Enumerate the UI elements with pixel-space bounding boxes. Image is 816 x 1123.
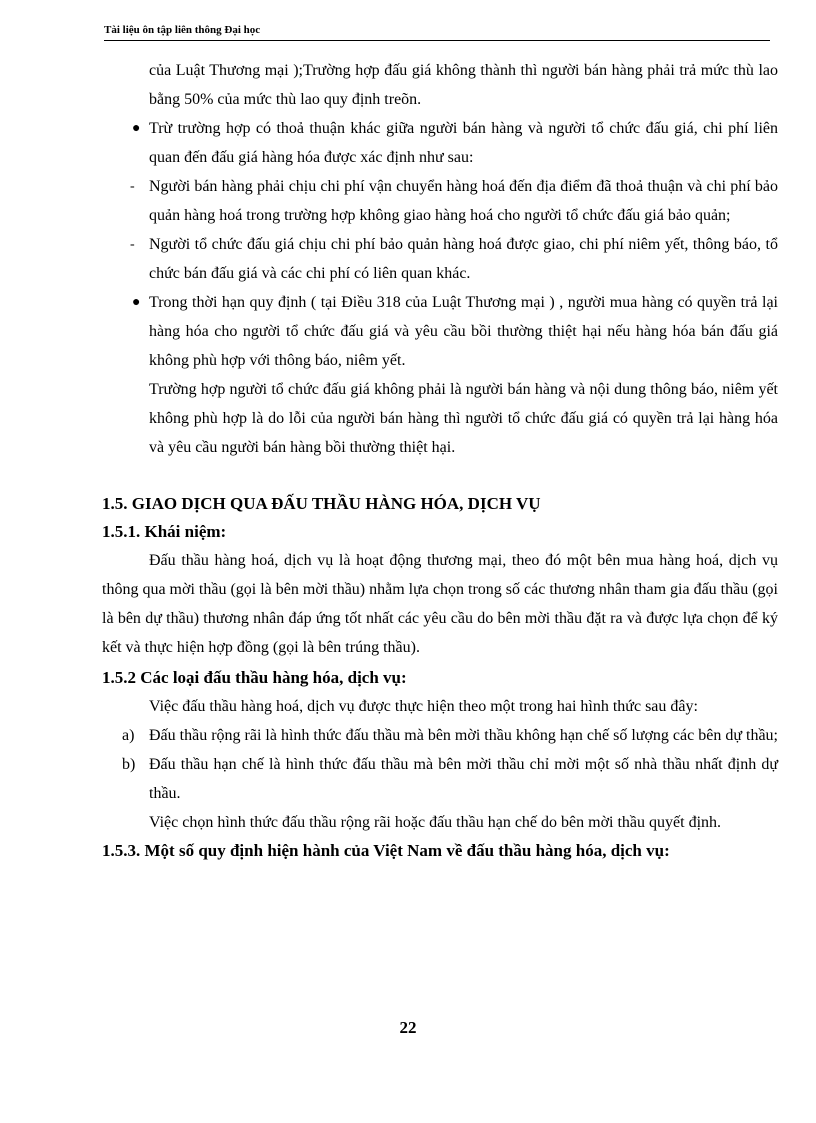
- section-heading: 1.5. GIAO DỊCH QUA ĐẤU THẦU HÀNG HÓA, DỊCH VỤ: [102, 494, 541, 513]
- dash-icon: -: [130, 237, 135, 252]
- bullet-text: Trong thời hạn quy định ( tại Điều 318 của Luật Thương mại ) , người mua hàng có quyền trả lại hàng hóa cho người tổ chức đấu giá và yêu cầu bồi thường thiệt hại nếu hàng hóa bán đấu giá không phù hợp với thông báo, niêm yết.: [149, 294, 778, 369]
- header-title: Tài liệu ôn tập liên thông Đại học: [104, 24, 261, 36]
- alpha-text: Đấu thầu hạn chế là hình thức đấu thầu mà bên mời thầu chỉ mời một số nhà thầu nhất định dự thầu.: [149, 756, 778, 802]
- dash-item: [102, 230, 778, 288]
- paragraph: Việc chọn hình thức đấu thầu rộng rãi hoặc đấu thầu hạn chế do bên mời thầu quyết định.: [149, 814, 722, 831]
- dash-text: Người bán hàng phải chịu chi phí vận chuyển hàng hoá đến địa điểm đã thoả thuận và chi phí bảo quản hàng hoá trong trường hợp không giao hàng hoá cho người tổ chức đấu giá bảo quản;: [149, 178, 778, 224]
- page-number: 22: [399, 1018, 417, 1037]
- paragraph: của Luật Thương mại );Trường hợp đấu giá không thành thì người bán hàng phải trả mức thù lao bằng 50% của mức thù lao quy định treõn.: [149, 62, 778, 108]
- alpha-text: Đấu thầu rộng rãi là hình thức đấu thầu mà bên mời thầu không hạn chế số lượng các bên dự thầu;: [149, 727, 778, 744]
- alpha-item: [102, 750, 778, 808]
- bullet-icon: ●: [132, 121, 141, 136]
- dash-icon: -: [130, 179, 135, 194]
- bullet-icon: ●: [132, 295, 141, 310]
- paragraph: Trường hợp người tổ chức đấu giá không phải là người bán hàng và nội dung thông báo, niêm yết không phù hợp là do lỗi của người bán hàng thì người tổ chức đấu giá có quyền trả lại hàng hóa và yêu cầu người bán hàng bồi thường thiệt hại.: [149, 381, 778, 456]
- paragraph: Việc đấu thầu hàng hoá, dịch vụ được thực hiện theo một trong hai hình thức sau đây:: [149, 698, 698, 715]
- bullet-item: [102, 114, 778, 172]
- dash-text: Người tổ chức đấu giá chịu chi phí bảo quản hàng hoá được giao, chi phí niêm yết, thông báo, tổ chức bán đấu giá và các chi phí có liên quan khác.: [149, 236, 778, 282]
- dash-item: [102, 172, 778, 230]
- alpha-marker: a): [122, 727, 135, 744]
- running-header: [104, 24, 770, 41]
- subsection-heading: 1.5.1. Khái niệm:: [102, 522, 227, 541]
- page-body: [102, 56, 778, 865]
- subsection-heading: 1.5.3. Một số quy định hiện hành của Việt Nam về đấu thầu hàng hóa, dịch vụ:: [102, 841, 670, 860]
- paragraph: Đấu thầu hàng hoá, dịch vụ là hoạt động thương mại, theo đó một bên mua hàng hoá, dịch vụ thông qua mời thầu (gọi là bên mời thầu) nhằm lựa chọn trong số các thương nhân tham gia đấu thầu (gọi là bên dự thầu) thương nhân đáp ứng tốt nhất các yêu cầu do bên mời thầu đặt ra và được lựa chọn để ký kết và thực hiện hợp đồng (gọi là bên trúng thầu).: [102, 552, 778, 656]
- bullet-item: [102, 288, 778, 375]
- alpha-marker: b): [122, 756, 136, 773]
- subsection-heading: 1.5.2 Các loại đấu thầu hàng hóa, dịch vụ:: [102, 668, 407, 687]
- alpha-item: [102, 721, 778, 750]
- bullet-text: Trừ trường hợp có thoả thuận khác giữa người bán hàng và người tổ chức đấu giá, chi phí liên quan đến đấu giá hàng hóa được xác định như sau:: [149, 120, 778, 166]
